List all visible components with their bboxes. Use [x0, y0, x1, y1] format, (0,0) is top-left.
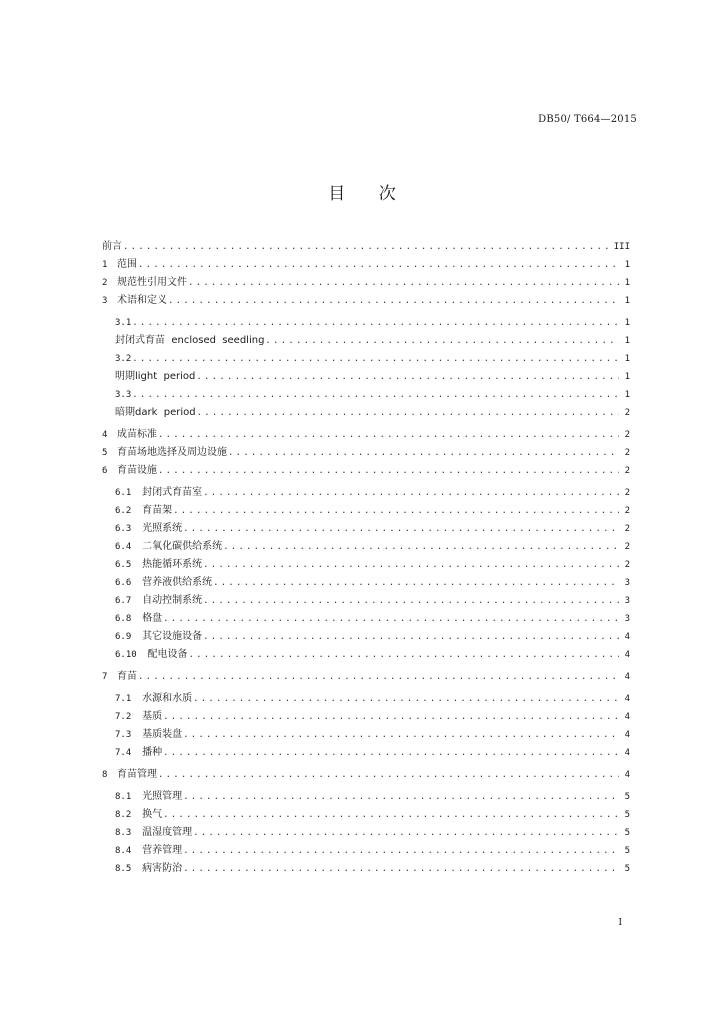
toc-entry-page: 4 [624, 694, 630, 704]
toc-entry-number: 6.7 [115, 596, 143, 606]
toc-entry[interactable] [102, 441, 630, 459]
toc-entry-page: 4 [624, 712, 630, 722]
toc-entry-number: 6.8 [115, 614, 143, 624]
toc-dot-leader [132, 389, 619, 401]
toc-entry-label: 格盘 [142, 613, 163, 624]
toc-entry[interactable] [102, 499, 630, 517]
toc-entry-page: 3 [624, 614, 630, 624]
toc-entry[interactable] [102, 289, 630, 307]
toc-entry-label: 育苗管理 [117, 769, 157, 780]
toc-entry-page: 2 [624, 488, 630, 498]
toc-entry-number: 7.2 [115, 712, 143, 722]
toc-entry-number: 6.2 [115, 506, 143, 516]
toc-entry[interactable] [102, 571, 630, 589]
toc-dot-leader [123, 241, 611, 253]
toc-entry-label: 自动控制系统 [142, 595, 203, 606]
toc-entry-label: 二氧化碳供给系统 [142, 541, 223, 552]
toc-entry-label: 热能循环系统 [142, 559, 203, 570]
toc-entry[interactable] [102, 763, 630, 781]
toc-entry-label: 暗期dark period [115, 407, 196, 418]
toc-dot-leader [223, 541, 619, 553]
toc-entry-page: 4 [624, 770, 630, 780]
toc-entry-label: 光照系统 [142, 523, 183, 534]
toc-entry[interactable] [102, 329, 630, 347]
toc-entry[interactable] [102, 481, 630, 499]
toc-entry-label: 营养管理 [142, 845, 183, 856]
toc-entry-number: 6.5 [115, 560, 143, 570]
toc-entry-page: 2 [624, 408, 630, 418]
toc-entry-number: 5 [102, 448, 119, 458]
toc-dot-leader [193, 827, 619, 839]
toc-dot-leader [163, 613, 619, 625]
toc-entry-page: 4 [624, 672, 630, 682]
toc-entry-label: 育苗场地选择及周边设施 [117, 447, 227, 458]
toc-entry-page: 1 [624, 372, 630, 382]
toc-entry-label: 术语和定义 [117, 295, 167, 306]
toc-dot-leader [183, 791, 619, 803]
toc-entry-page: 4 [624, 650, 630, 660]
toc-entry[interactable] [102, 347, 630, 365]
toc-entry[interactable] [102, 423, 630, 441]
toc-entry[interactable] [102, 665, 630, 683]
toc-entry-label: 换气 [142, 809, 163, 820]
toc-dot-leader [158, 769, 619, 781]
toc-entry-label: 前言 [102, 241, 122, 252]
toc-entry-number: 7.3 [115, 730, 143, 740]
toc-entry-page: 2 [624, 430, 630, 440]
toc-entry-page: 1 [624, 296, 630, 306]
toc-entry-number: 7 [102, 672, 119, 682]
toc-entry-label: 基质 [142, 711, 163, 722]
toc-entry-label: 营养液供给系统 [142, 577, 213, 588]
toc-entry-label: 封闭式育苗 enclosed seedling [115, 335, 265, 346]
toc-entry-page: 3 [624, 596, 630, 606]
toc-entry-label: 育苗 [117, 671, 137, 682]
toc-dot-leader [196, 371, 619, 383]
toc-dot-leader [213, 577, 619, 589]
toc-dot-leader [163, 747, 619, 759]
toc-dot-leader [228, 447, 619, 459]
toc-entry-page: 2 [624, 466, 630, 476]
toc-entry-page: 1 [624, 260, 630, 270]
toc-entry-label: 成苗标准 [117, 429, 157, 440]
toc-entry-label: 范围 [117, 259, 137, 270]
toc-entry-number: 8.1 [115, 792, 143, 802]
toc-dot-leader [163, 711, 619, 723]
toc-entry-page: 5 [624, 828, 630, 838]
toc-entry[interactable] [102, 401, 630, 419]
toc-dot-leader [132, 317, 619, 329]
toc-entry-number: 8.4 [115, 846, 143, 856]
toc-entry-number: 7.1 [115, 694, 143, 704]
toc-entry-number: 7.4 [115, 748, 143, 758]
toc-dot-leader [203, 559, 619, 571]
toc-entry-label: 光照管理 [142, 791, 183, 802]
toc-entry-page: 1 [624, 336, 630, 346]
table-of-contents [102, 235, 630, 875]
toc-dot-leader [132, 353, 619, 365]
toc-dot-leader [158, 429, 619, 441]
toc-entry-label: 基质装盘 [142, 729, 183, 740]
toc-entry-page: 1 [624, 354, 630, 364]
toc-entry[interactable] [102, 643, 630, 661]
toc-entry-page: 2 [624, 506, 630, 516]
toc-entry-label: 播种 [142, 747, 163, 758]
toc-entry-label: 规范性引用文件 [117, 277, 187, 288]
toc-entry[interactable] [102, 857, 630, 875]
toc-entry-number: 8.2 [115, 810, 143, 820]
toc-entry[interactable] [102, 589, 630, 607]
toc-entry-page: 2 [624, 542, 630, 552]
toc-entry-page: 1 [624, 390, 630, 400]
toc-entry-number: 8.3 [115, 828, 143, 838]
toc-entry-number: 6.6 [115, 578, 143, 588]
toc-entry[interactable] [102, 517, 630, 535]
toc-entry-number: 2 [102, 278, 119, 288]
toc-dot-leader [183, 729, 619, 741]
toc-dot-leader [138, 259, 619, 271]
toc-dot-leader [193, 693, 619, 705]
toc-entry[interactable] [102, 785, 630, 803]
toc-entry[interactable] [102, 803, 630, 821]
toc-entry-page: 1 [624, 318, 630, 328]
toc-entry-page: 4 [624, 632, 630, 642]
toc-entry-number: 3 [102, 296, 119, 306]
toc-entry[interactable] [102, 625, 630, 643]
toc-dot-leader [173, 505, 619, 517]
toc-entry[interactable] [102, 687, 630, 705]
toc-entry-label: 病害防治 [142, 863, 183, 874]
toc-entry-page: 4 [624, 748, 630, 758]
toc-entry-number: 4 [102, 430, 119, 440]
toc-entry-page: 5 [624, 846, 630, 856]
toc-entry-number: 8 [102, 770, 119, 780]
toc-dot-leader [265, 335, 619, 347]
toc-dot-leader [189, 649, 619, 661]
toc-dot-leader [188, 277, 619, 289]
toc-entry[interactable] [102, 535, 630, 553]
toc-entry[interactable] [102, 607, 630, 625]
toc-entry-label: 配电设备 [147, 649, 188, 660]
toc-entry-number: 6.1 [115, 488, 143, 498]
toc-entry-number: 3.1 [115, 318, 132, 328]
toc-entry[interactable] [102, 235, 630, 253]
toc-entry-label: 其它设施设备 [142, 631, 203, 642]
toc-dot-leader [183, 523, 619, 535]
toc-entry[interactable] [102, 705, 630, 723]
toc-entry-label: 明期light period [115, 371, 196, 382]
toc-entry[interactable] [102, 383, 630, 401]
toc-dot-leader [138, 671, 619, 683]
toc-entry-label: 封闭式育苗室 [142, 487, 203, 498]
toc-entry-number: 6.3 [115, 524, 143, 534]
toc-entry-page: III [613, 242, 630, 252]
toc-entry-label: 育苗架 [142, 505, 173, 516]
toc-dot-leader [203, 595, 619, 607]
toc-dot-leader [183, 863, 619, 875]
toc-entry[interactable] [102, 741, 630, 759]
toc-dot-leader [168, 295, 619, 307]
toc-entry-page: 2 [624, 560, 630, 570]
page-number: I [618, 918, 622, 928]
toc-entry-page: 4 [624, 730, 630, 740]
toc-entry[interactable] [102, 365, 630, 383]
toc-entry-number: 1 [102, 260, 119, 270]
toc-dot-leader [203, 487, 619, 499]
toc-entry-page: 5 [624, 864, 630, 874]
toc-dot-leader [158, 465, 619, 477]
toc-dot-leader [197, 407, 619, 419]
toc-entry[interactable] [102, 253, 630, 271]
toc-entry[interactable] [102, 311, 630, 329]
toc-entry-number: 8.5 [115, 864, 143, 874]
toc-entry-page: 3 [624, 578, 630, 588]
toc-entry-page: 5 [624, 792, 630, 802]
toc-dot-leader [183, 845, 619, 857]
toc-title: 目 次 [328, 184, 410, 204]
toc-entry-label: 水源和水质 [142, 693, 193, 704]
toc-entry[interactable] [102, 553, 630, 571]
toc-entry[interactable] [102, 723, 630, 741]
toc-entry[interactable] [102, 271, 630, 289]
toc-entry-page: 5 [624, 810, 630, 820]
toc-entry[interactable] [102, 839, 630, 857]
toc-entry-number: 6.4 [115, 542, 143, 552]
toc-entry-number: 6 [102, 466, 119, 476]
toc-entry-label: 育苗设施 [117, 465, 157, 476]
toc-entry[interactable] [102, 821, 630, 839]
toc-entry-number: 3.2 [115, 354, 132, 364]
toc-entry-page: 2 [624, 524, 630, 534]
toc-dot-leader [163, 809, 619, 821]
toc-entry-number: 6.9 [115, 632, 143, 642]
document-code: DB50/ T664—2015 [538, 114, 637, 125]
toc-entry[interactable] [102, 459, 630, 477]
toc-entry-number: 6.10 [115, 650, 148, 660]
toc-dot-leader [203, 631, 619, 643]
toc-entry-page: 1 [624, 278, 630, 288]
toc-entry-label: 温湿度管理 [142, 827, 193, 838]
toc-entry-page: 2 [624, 448, 630, 458]
toc-entry-number: 3.3 [115, 390, 132, 400]
